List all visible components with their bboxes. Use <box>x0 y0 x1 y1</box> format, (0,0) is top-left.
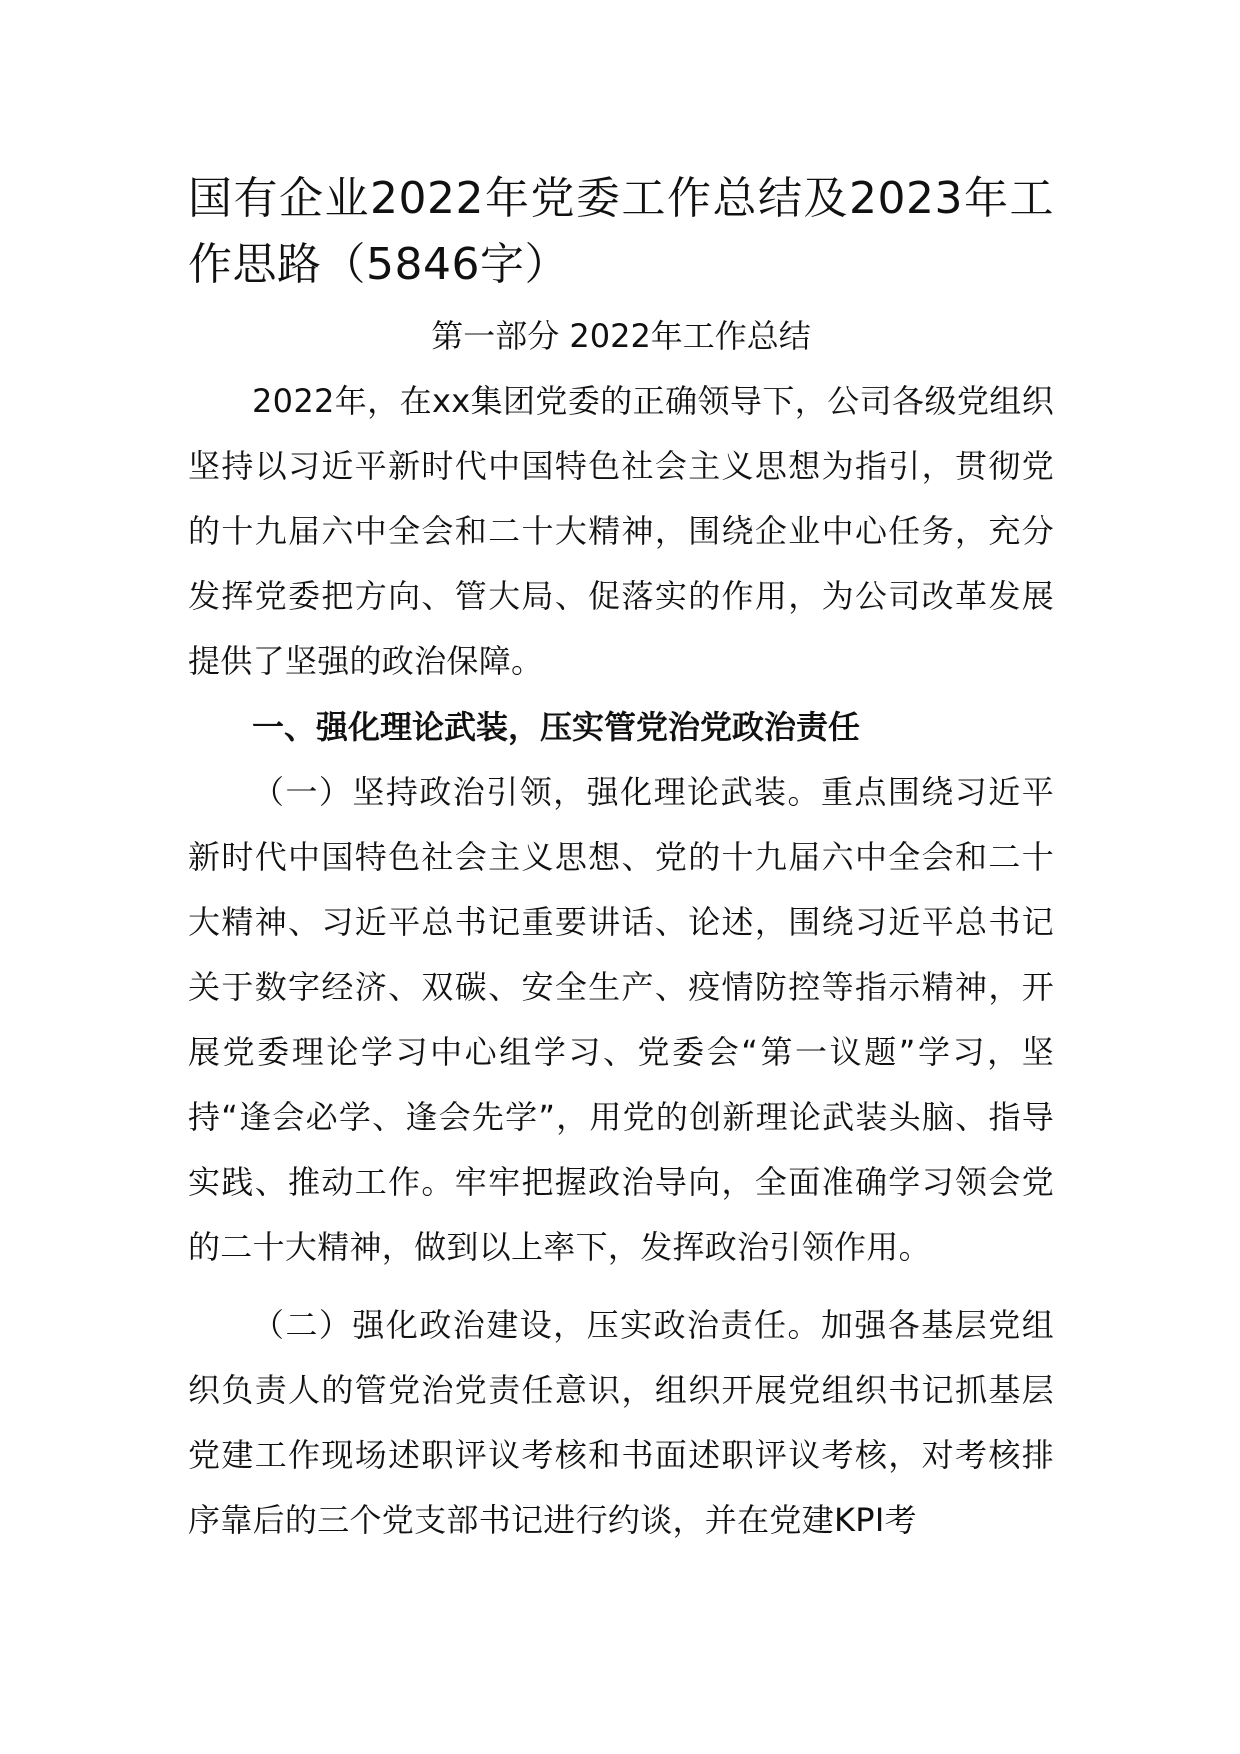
heading-1: 一、强化理论武装，压实管党治党政治责任 <box>252 708 861 746</box>
subsection-2-paragraph: （二）强化政治建设，压实政治责任。加强各基层党组织负责人的管党治党责任意识，组织开展党组织书记抓基层党建工作现场述职评议考核和书面述职评议考核，对考核排序靠后的三个党支部书记进行约谈，并在党建KPI考 <box>188 1306 1054 1539</box>
section-title: 第一部分 2022年工作总结 <box>431 317 811 355</box>
intro-paragraph: 2022年，在xx集团党委的正确领导下，公司各级党组织坚持以习近平新时代中国特色社会主义思想为指引，贯彻党的十九届六中全会和二十大精神，围绕企业中心任务，充分发挥党委把方向、管大局、促落实的作用，为公司改革发展提供了坚强的政治保障。 <box>188 382 1054 680</box>
document-title: 国有企业2022年党委工作总结及2023年工作思路（5846字） <box>188 173 1054 290</box>
subsection-1-paragraph: （一）坚持政治引领，强化理论武装。重点围绕习近平新时代中国特色社会主义思想、党的十九届六中全会和二十大精神、习近平总书记重要讲话、论述，围绕习近平总书记关于数字经济、双碳、安全生产、疫情防控等指示精神，开展党委理论学习中心组学习、党委会“第一议题”学习，坚持“逢会必学、逢会先学”，用党的创新理论武装头脑、指导实践、推动工作。牢牢把握政治导向，全面准确学习领会党的二十大精神，做到以上率下，发挥政治引领作用。 <box>188 773 1054 1266</box>
document-body <box>188 166 1054 1553</box>
